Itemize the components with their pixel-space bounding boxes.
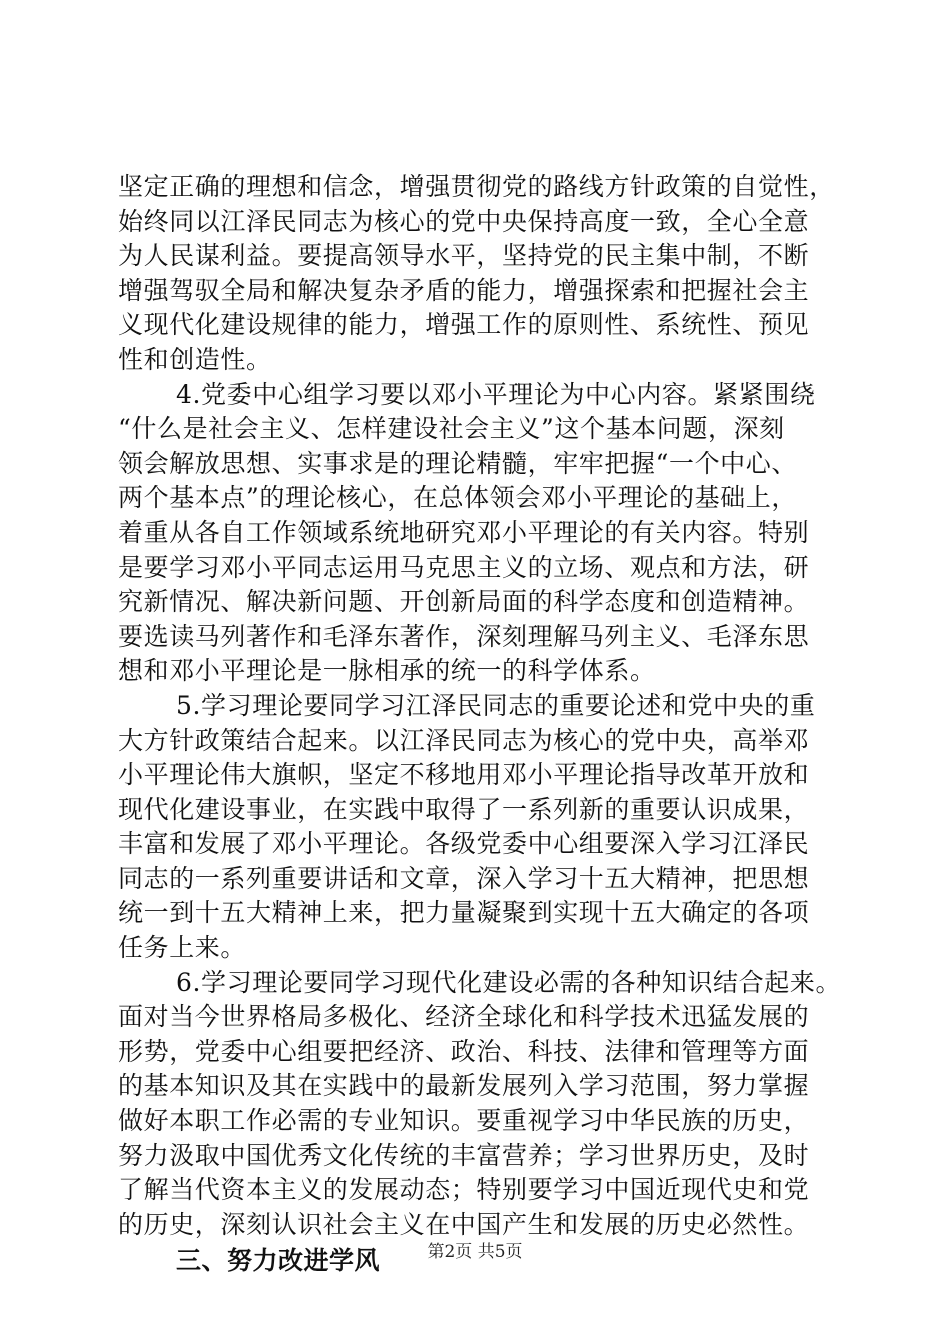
text-line: 形势，党委中心组要把经济、政治、科技、法律和管理等方面 <box>118 1036 810 1066</box>
paragraph-intro <box>118 170 834 378</box>
text-line: 始终同以江泽民同志为核心的党中央保持高度一致，全心全意 <box>118 206 810 236</box>
text-line: 做好本职工作必需的专业知识。要重视学习中华民族的历史， <box>118 1106 810 1136</box>
text-line: 的基本知识及其在实践中的最新发展列入学习范围，努力掌握 <box>118 1071 810 1101</box>
text-line: 要选读马列著作和毛泽东著作，深刻理解马列主义、毛泽东思 <box>118 621 810 651</box>
text-line: 任务上来。 <box>118 933 247 963</box>
text-line: 性和创造性。 <box>118 344 272 374</box>
paragraph-6 <box>118 966 842 1243</box>
text-line: 4.党委中心组学习要以邓小平理论为中心内容。紧紧围绕 <box>176 379 816 409</box>
text-line: 是要学习邓小平同志运用马克思主义的立场、观点和方法，研 <box>118 552 810 582</box>
text-line: 着重从各自工作领域系统地研究邓小平理论的有关内容。特别 <box>118 517 810 547</box>
text-line: 领会解放思想、实事求是的理论精髓，牢牢把握“一个中心、 <box>118 448 797 478</box>
text-line: 5.学习理论要同学习江泽民同志的重要论述和党中央的重 <box>176 690 816 720</box>
text-line: 想和邓小平理论是一脉相承的统一的科学体系。 <box>118 656 656 686</box>
text-line: 大方针政策结合起来。以江泽民同志为核心的党中央，高举邓 <box>118 725 810 755</box>
text-line: 究新情况、解决新问题、开创新局面的科学态度和创造精神。 <box>118 587 810 617</box>
text-line: 了解当代资本主义的发展动态；特别要学习中国近现代史和党 <box>118 1175 810 1205</box>
text-line: 现代化建设事业，在实践中取得了一系列新的重要认识成果， <box>118 794 810 824</box>
text-line: 两个基本点”的理论核心，在总体领会邓小平理论的基础上， <box>118 483 797 513</box>
paragraph-5 <box>118 689 834 966</box>
paragraph-4 <box>118 378 834 689</box>
text-line: 统一到十五大精神上来，把力量凝聚到实现十五大确定的各项 <box>118 898 810 928</box>
document-body <box>118 170 842 1279</box>
text-line: 为人民谋利益。要提高领导水平，坚持党的民主集中制，不断 <box>118 241 810 271</box>
section-heading: 三、努力改进学风 <box>176 1246 381 1276</box>
text-line: 小平理论伟大旗帜，坚定不移地用邓小平理论指导改革开放和 <box>118 760 810 790</box>
text-line: 的历史，深刻认识社会主义在中国产生和发展的历史必然性。 <box>118 1209 810 1239</box>
text-line: 增强驾驭全局和解决复杂矛盾的能力，增强探索和把握社会主 <box>118 275 810 305</box>
text-line: 坚定正确的理想和信念，增强贯彻党的路线方针政策的自觉性， <box>118 172 835 201</box>
text-line: 义现代化建设规律的能力，增强工作的原则性、系统性、预见 <box>118 310 810 340</box>
text-line: 努力汲取中国优秀文化传统的丰富营养；学习世界历史，及时 <box>118 1140 810 1170</box>
page-number-footer: 第2页 共5页 <box>427 1242 523 1262</box>
text-line: 同志的一系列重要讲话和文章，深入学习十五大精神，把思想 <box>118 863 810 893</box>
text-line: 6.学习理论要同学习现代化建设必需的各种知识结合起来。 <box>176 967 842 997</box>
text-line: 丰富和发展了邓小平理论。各级党委中心组要深入学习江泽民 <box>118 829 810 859</box>
text-line: “什么是社会主义、怎样建设社会主义”这个基本问题，深刻 <box>118 414 785 444</box>
text-line: 面对当今世界格局多极化、经济全球化和科学技术迅猛发展的 <box>118 1002 810 1032</box>
